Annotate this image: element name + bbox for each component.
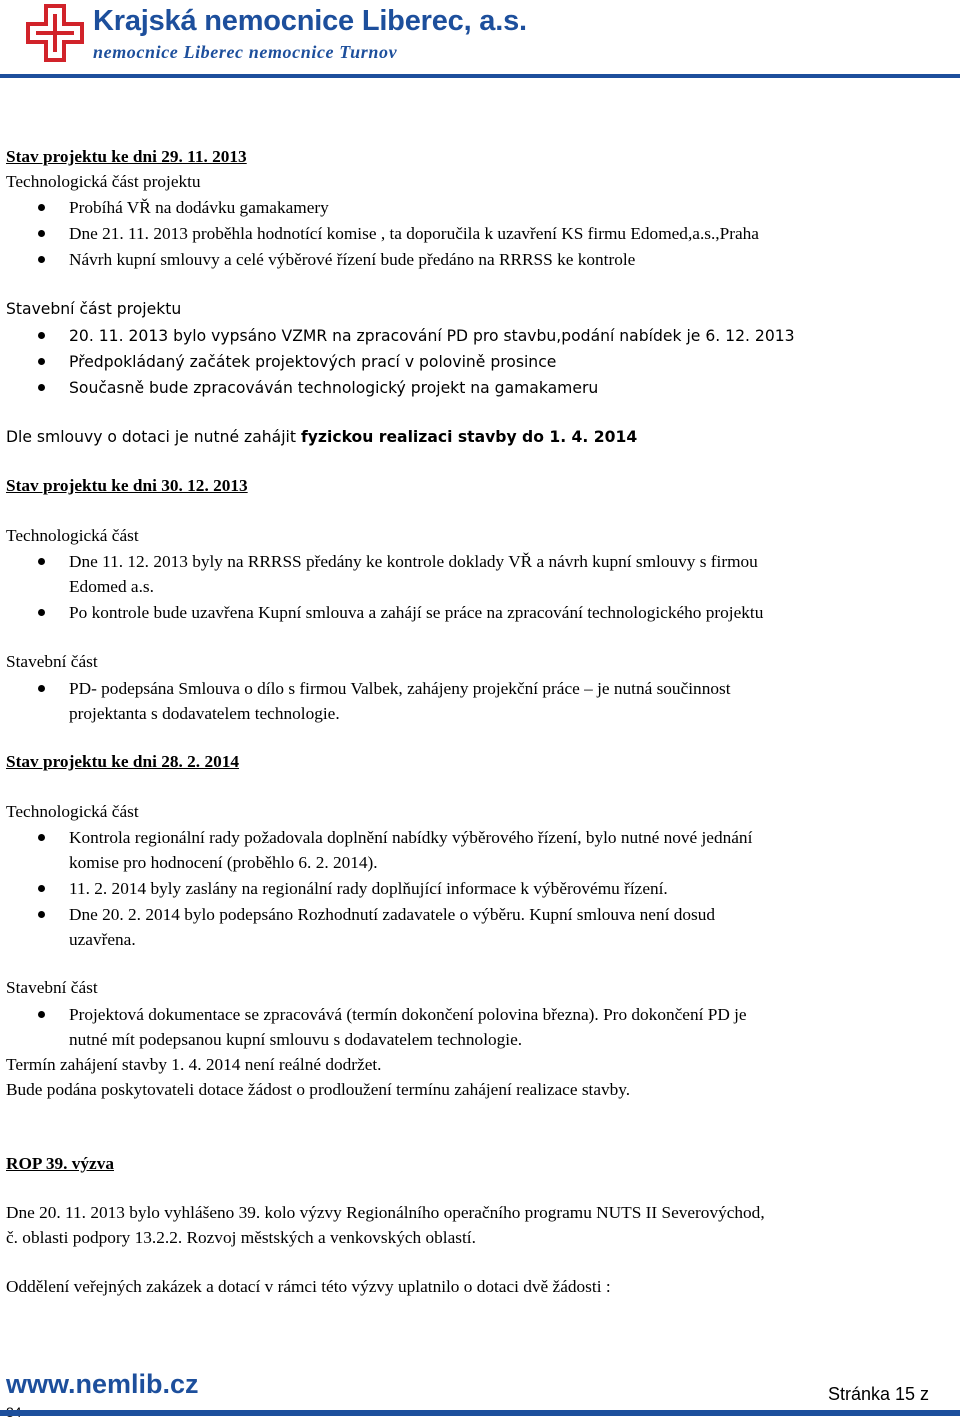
rop-applications-note: Oddělení veřejných zakázek a dotací v rámci této výzvy uplatnilo o dotaci dvě žádosti : [6, 1277, 611, 1296]
list-item-text: Dne 21. 11. 2013 proběhla hodnotící komise , ta doporučila k uzavření KS firmu Edomed,a.s.,Praha [69, 224, 759, 243]
list-item-text-cont: komise pro hodnocení (proběhlo 6. 2. 2014). [69, 853, 378, 872]
list-item-text-cont: uzavřena. [69, 930, 136, 949]
list-item-text: Po kontrole bude uzavřena Kupní smlouva a zahájí se práce na zpracování technologického projektu [69, 603, 764, 622]
list-item-text: Předpokládaný začátek projektových prací v polovině prosince [69, 353, 557, 371]
list-item-text-cont: Edomed a.s. [69, 577, 154, 596]
contract-note-prefix: Dle smlouvy o dotaci je nutné zahájit [6, 428, 301, 446]
contract-note-deadline: fyzickou realizaci stavby do 1. 4. 2014 [300, 428, 638, 446]
build-part-label: Stavební část [6, 652, 98, 671]
section-heading-rop-39: ROP 39. výzva [6, 1154, 114, 1173]
list-item-text: Dne 20. 2. 2014 bylo podepsáno Rozhodnutí zadavatele o výběru. Kupní smlouva není dosud [69, 905, 716, 924]
section-heading-29-11-2013: Stav projektu ke dni 29. 11. 2013 [6, 147, 247, 166]
hospital-subtitle: nemocnice Liberec nemocnice Turnov [93, 42, 398, 62]
hospital-cross-logo-icon [26, 4, 84, 62]
bullet-icon [38, 558, 45, 565]
bullet-icon [38, 358, 45, 365]
list-item-text-cont: nutné mít podepsanou kupní smlouvu s dodavatelem technologie. [69, 1030, 523, 1049]
list-item-text: Kontrola regionální rady požadovala doplnění nabídky výběrového řízení, bylo nutné nové jednání [69, 828, 753, 847]
build-part-label: Stavební část [6, 978, 98, 997]
bullet-icon [38, 885, 45, 892]
list-item-text: Dne 11. 12. 2013 byly na RRRSS předány ke kontrole doklady VŘ a návrh kupní smlouvy s firmou [69, 552, 758, 571]
header-divider [0, 74, 960, 78]
bullet-icon [38, 609, 45, 616]
tech-part-label: Technologická část projektu [6, 172, 201, 191]
footer-divider [0, 1410, 960, 1416]
bullet-icon [38, 911, 45, 918]
build-part-label: Stavební část projektu [6, 300, 182, 318]
bullet-icon [38, 230, 45, 237]
list-item-text: Projektová dokumentace se zpracovává (termín dokončení polovina března). Pro dokončení PD je [69, 1005, 747, 1024]
bullet-icon [38, 685, 45, 692]
list-item-text: PD- podepsána Smlouva o dílo s firmou Valbek, zahájeny projekční práce – je nutná součinnost [69, 679, 731, 698]
page-number: Stránka 15 z [828, 1384, 930, 1404]
rop-paragraph-line2: č. oblasti podpory 13.2.2. Rozvoj městských a venkovských oblastí. [6, 1228, 476, 1247]
section-heading-28-2-2014: Stav projektu ke dni 28. 2. 2014 [6, 752, 240, 771]
bullet-icon [38, 384, 45, 391]
list-item-text: 20. 11. 2013 bylo vypsáno VZMR na zpracování PD pro stavbu,podání nabídek je 6. 12. 2013 [69, 327, 795, 345]
list-item-text: Současně bude zpracováván technologický projekt na gamakameru [69, 379, 599, 397]
bullet-icon [38, 834, 45, 841]
tech-part-label: Technologická část [6, 526, 139, 545]
rop-paragraph-line1: Dne 20. 11. 2013 bylo vyhlášeno 39. kolo výzvy Regionálního operačního programu NUTS II Severovýchod, [6, 1203, 765, 1222]
footer-url: www.nemlib.cz [6, 1369, 199, 1399]
bullet-icon [38, 256, 45, 263]
start-date-note: Termín zahájení stavby 1. 4. 2014 není reálné dodržet. [6, 1055, 382, 1074]
list-item-text-cont: projektanta s dodavatelem technologie. [69, 704, 340, 723]
tech-part-label: Technologická část [6, 802, 139, 821]
extension-request-note: Bude podána poskytovateli dotace žádost o prodloužení termínu zahájení realizace stavby. [6, 1080, 631, 1099]
bullet-icon [38, 1011, 45, 1018]
bullet-icon [38, 204, 45, 211]
bullet-icon [38, 332, 45, 339]
list-item-text: Návrh kupní smlouvy a celé výběrové řízení bude předáno na RRRSS ke kontrole [69, 250, 636, 269]
hospital-name: Krajská nemocnice Liberec, a.s. [93, 5, 527, 37]
list-item-text: Probíhá VŘ na dodávku gamakamery [69, 198, 329, 217]
section-heading-30-12-2013: Stav projektu ke dni 30. 12. 2013 [6, 476, 248, 495]
contract-note [6, 426, 637, 448]
list-item-text: 11. 2. 2014 byly zaslány na regionální rady doplňující informace k výběrovému řízení. [69, 879, 668, 898]
